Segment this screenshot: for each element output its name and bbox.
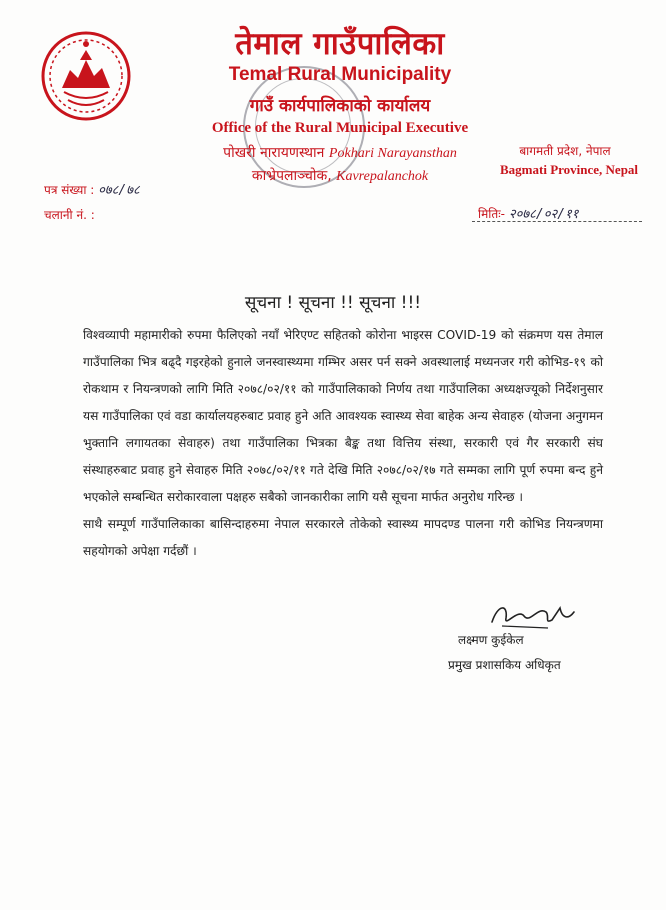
document-date: [478, 204, 579, 222]
notice-body: [83, 322, 603, 565]
date-underline: [472, 221, 642, 222]
signatory-title: प्रमुख प्रशासकिय अधिकृत: [448, 658, 561, 672]
address-en-2: Kavrepalanchok: [336, 169, 429, 184]
signatory-name: लक्ष्मण कुईकेल: [458, 633, 524, 647]
nepal-emblem-icon: [40, 30, 132, 122]
letter-number: [44, 180, 140, 198]
notice-paragraph-2: साथै सम्पूर्ण गाउँपालिकाका बासिन्दाहरुमा नेपाल सरकारले तोकेको स्वास्थ्य मापदण्ड पालना गरी कोभिड नियन्त्रणमा सहयोगको अपेक्षा गर्दछौं ।: [83, 517, 603, 558]
notice-paragraph-1: विश्वव्यापी महामारीको रुपमा फैलिएको नयाँ भेरिएण्ट सहितको कोरोना भाइरस COVID-19 को संक्रमण यस तेमाल गाउँपालिका भित्र बढ्दै गइरहेको हुनाले जनस्वास्थ्यमा गम्भिर असर पर्न सक्ने अवस्थालाई मध्यनजर गरी कोभिड-१९ को रोकथाम र नियन्त्रणको लागि मिति २०७८/०२/११ को गाउँपालिकाको निर्णय तथा गाउँपालिका अध्यक्षज्यूको निर्देशनुसार यस गाउँपालिका एवं वडा कार्यालयहरुबाट प्रवाह हुने अति आवश्यक स्वास्थ्य सेवा बाहेक अन्य सेवाहरु (योजना अनुगमन भुक्तानि लगायतका सेवाहरु) तथा गाउँपालिका भित्रका बैङ्क तथा वित्तिय संस्था, सरकारी एवं गैर सरकारी संघ संस्थाहरुबाट प्रवाह हुने सेवाहरु मिति २०७८/०२/११ गते देखि मिति २०७८/०२/१७ गते सम्मका लागि पूर्ण रुपमा बन्द हुने भएकोले सम्बन्धित सरोकारवाला पक्षहरु सबैको जानकारीका लागि यसै सूचना मार्फत अनुरोध गरिन्छ ।: [83, 328, 603, 504]
handwritten-signature: [488, 598, 578, 634]
address-np-1: पोखरी नारायणस्थान: [223, 145, 325, 161]
province-en: Bagmati Province, Nepal: [500, 162, 639, 177]
date-label: मितिः-: [478, 207, 505, 221]
dispatch-number-label: चलानी नं. :: [44, 208, 95, 222]
office-name-en: Office of the Rural Municipal Executive: [211, 120, 469, 136]
address-en-1: Pokhari Narayansthan: [328, 146, 457, 161]
address-np-2: काभ्रेपलाञ्चोक,: [251, 168, 332, 184]
address-line-1: [150, 143, 530, 162]
municipality-title-np: तेमाल गाउँपालिका: [235, 26, 445, 62]
date-value: २०७८/०२/११: [508, 207, 579, 222]
office-name-np: गाउँ कार्यपालिकाको कार्यालय: [249, 96, 431, 116]
notice-heading: सूचना ! सूचना !! सूचना !!!: [244, 293, 422, 313]
dispatch-number: [44, 206, 95, 223]
letter-number-value: ०७८/७८: [98, 183, 140, 198]
province-np: बागमती प्रदेश, नेपाल: [519, 144, 611, 158]
municipality-title-en: Temal Rural Municipality: [228, 64, 452, 85]
letter-number-label: पत्र संख्या :: [44, 183, 95, 197]
address-line-2: [150, 166, 530, 185]
